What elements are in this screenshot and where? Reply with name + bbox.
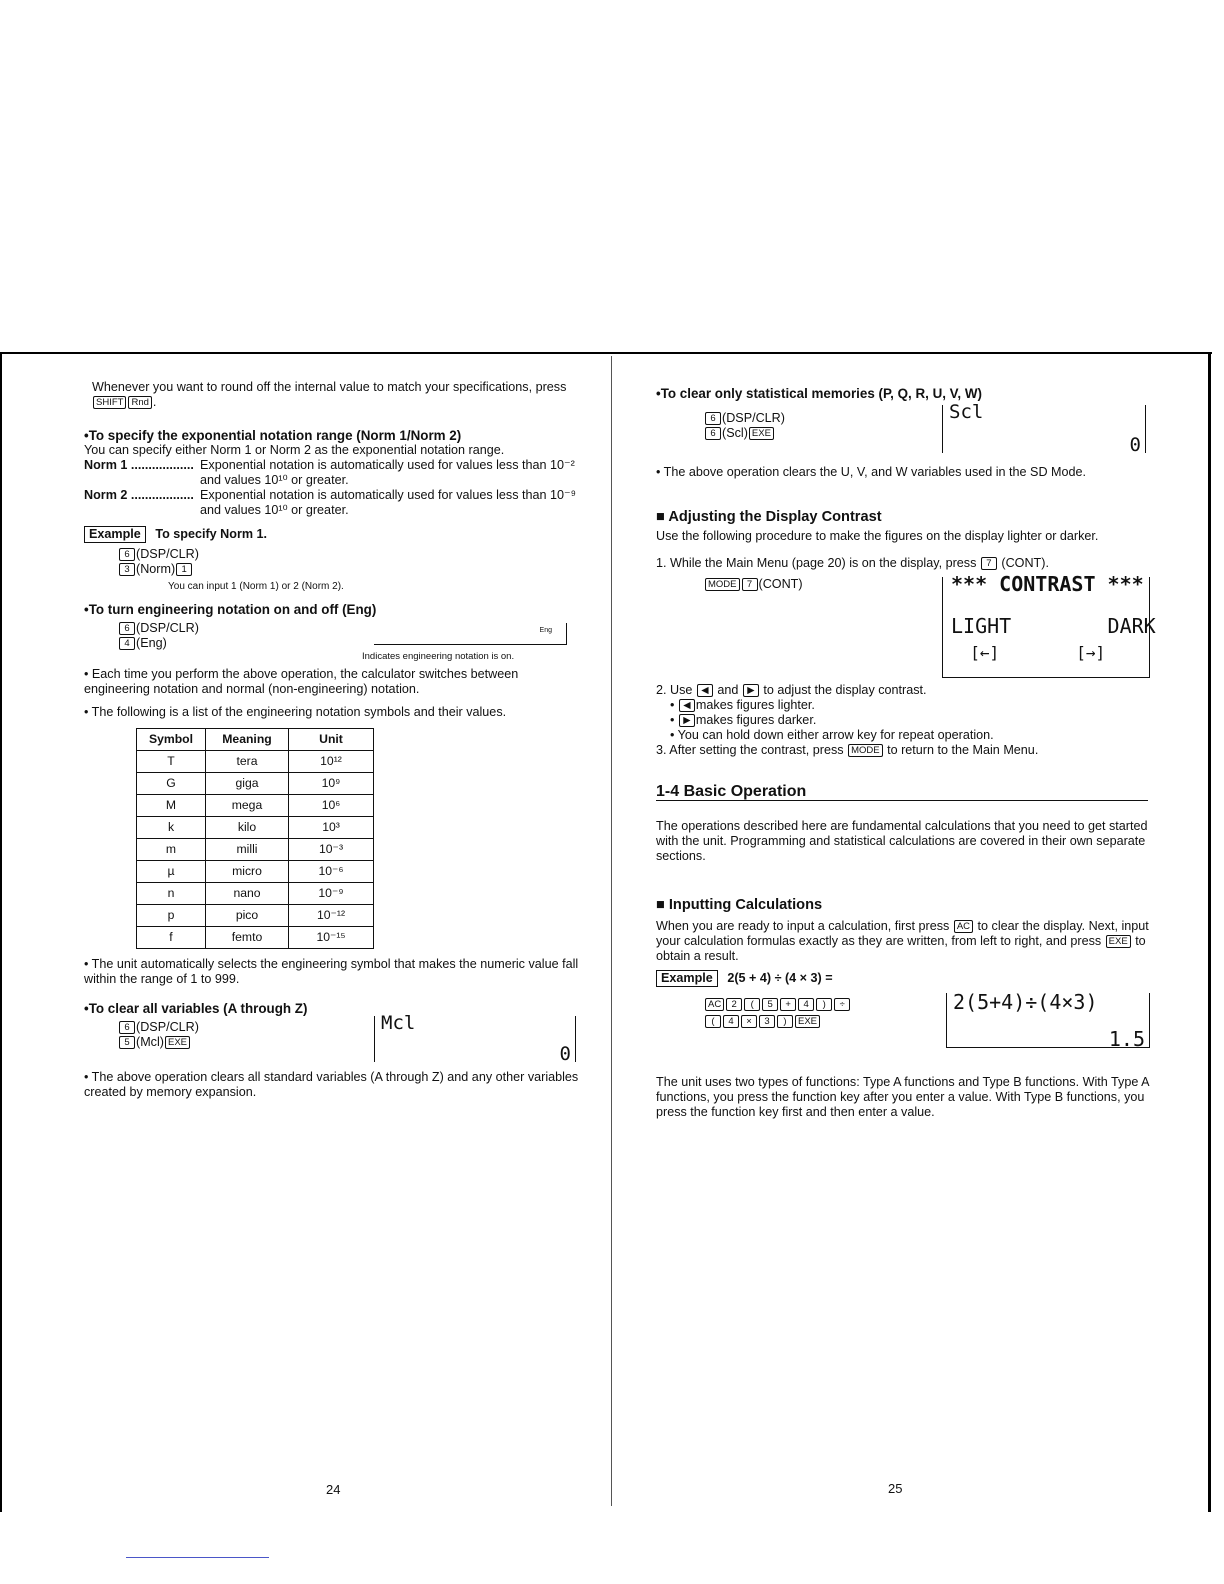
step-text: (DSP/CLR) xyxy=(136,547,199,561)
table-row xyxy=(137,751,374,773)
norm-text: You can specify either Norm 1 or Norm 2 as the exponential notation range. xyxy=(84,443,505,457)
basic-heading-wrap xyxy=(656,784,1148,801)
contrast-intro: Use the following procedure to make the figures on the display lighter or darker. xyxy=(656,529,1099,543)
norm1-desc: Exponential notation is automatically used for values less than 10⁻² and values 10¹⁰ or greater. xyxy=(200,458,575,487)
norm-heading: •To specify the exponential notation range (Norm 1/Norm 2) xyxy=(84,428,462,443)
input-heading: ■ Inputting Calculations xyxy=(656,897,823,913)
symbol-cell: k xyxy=(137,817,206,839)
hold-note: • You can hold down either arrow key for repeat operation. xyxy=(670,728,994,742)
norm-example xyxy=(84,526,584,543)
left-arrow-key: ◀ xyxy=(697,684,713,697)
top-rule xyxy=(0,352,1212,354)
table-row xyxy=(137,795,374,817)
right-page xyxy=(656,380,1156,1120)
calc-key: 2 xyxy=(726,998,742,1011)
symbol-cell: T xyxy=(137,751,206,773)
page-gutter xyxy=(611,356,612,1506)
unit-cell: 10⁻¹² xyxy=(289,905,374,927)
clear-block xyxy=(84,1012,584,1065)
unit-cell: 10⁻¹⁵ xyxy=(289,927,374,949)
calc-key: + xyxy=(780,998,796,1011)
list-item: • ◀ makes figures lighter. xyxy=(670,698,815,712)
norm2-desc: Exponential notation is automatically used for values less than 10⁻⁹ and values 10¹⁰ or greater. xyxy=(200,488,577,517)
example-text: To specify Norm 1. xyxy=(155,527,268,541)
eng-indicator: Eng xyxy=(539,627,552,634)
eng-display xyxy=(374,623,567,645)
meaning-cell: mega xyxy=(206,795,289,817)
col-unit: Unit xyxy=(289,729,374,751)
example-box: Example xyxy=(84,526,146,543)
contrast-line-4: [←] [→] xyxy=(951,643,1106,662)
page-number-left: 24 xyxy=(326,1482,341,1497)
key-3: 3 xyxy=(119,563,135,576)
sub-text: makes figures lighter. xyxy=(695,698,815,712)
calc-key: 4 xyxy=(798,998,814,1011)
example-box: Example xyxy=(656,970,718,987)
key-7: 7 xyxy=(742,578,758,591)
step2-pre: 2. Use xyxy=(656,683,693,697)
meaning-cell: micro xyxy=(206,861,289,883)
key-1: 1 xyxy=(176,563,192,576)
symbol-cell: µ xyxy=(137,861,206,883)
contrast-line-3: LIGHT DARK xyxy=(951,614,1156,638)
calc-key: 3 xyxy=(759,1015,775,1028)
meaning-cell: pico xyxy=(206,905,289,927)
key-5: 5 xyxy=(119,1036,135,1049)
exe-key: EXE xyxy=(749,427,774,440)
list-item: • ▶ makes figures darker. xyxy=(670,713,817,727)
input-text-a: When you are ready to input a calculation, first press xyxy=(656,919,950,933)
example-keys xyxy=(704,997,851,1029)
table-row xyxy=(137,861,374,883)
table-body xyxy=(137,751,374,949)
unit-cell: 10⁻⁶ xyxy=(289,861,374,883)
stat-heading: •To clear only statistical memories (P, Q, R, U, V, W) xyxy=(656,386,982,401)
example-expr: 2(5 + 4) ÷ (4 × 3) = xyxy=(727,971,833,985)
step1-text: 1. While the Main Menu (page 20) is on the display, press xyxy=(656,556,977,570)
norm1-label: Norm 1 .................. xyxy=(84,458,194,472)
scl-display xyxy=(942,401,1146,456)
contrast-step2 xyxy=(656,683,1152,698)
step-text: (Norm) xyxy=(136,562,176,576)
scan-mark xyxy=(126,1557,269,1558)
eng-bullet-1: • Each time you perform the above operation, the calculator switches between engineering notation and normal (non-engineering) notation. xyxy=(84,667,519,696)
display-bottom: 1.5 xyxy=(1108,1027,1145,1051)
contrast-block xyxy=(656,572,1156,677)
table-row xyxy=(137,905,374,927)
input-text xyxy=(656,919,1152,964)
example-block xyxy=(656,990,1152,1051)
key-4: 4 xyxy=(119,637,135,650)
norm1-row xyxy=(84,458,584,488)
display-line xyxy=(374,644,566,645)
calc-key: 4 xyxy=(723,1015,739,1028)
result-display xyxy=(946,990,1150,1051)
left-arrow-key: ◀ xyxy=(679,699,695,712)
exe-key: EXE xyxy=(165,1036,190,1049)
key-6: 6 xyxy=(119,622,135,635)
exe-key: EXE xyxy=(1106,935,1131,948)
calc-key: ) xyxy=(777,1015,793,1028)
key-7: 7 xyxy=(981,557,997,570)
step1-tail: (CONT). xyxy=(1001,556,1049,570)
symbol-cell: m xyxy=(137,839,206,861)
key-6: 6 xyxy=(119,1021,135,1034)
table-row xyxy=(137,773,374,795)
symbol-cell: G xyxy=(137,773,206,795)
table-header-row xyxy=(137,729,374,751)
eng-note: Indicates engineering notation is on. xyxy=(362,651,515,662)
contrast-sub-list xyxy=(670,698,1152,743)
display-top: 2(5+4)÷(4×3) xyxy=(953,990,1098,1014)
basic-text: The operations described here are fundamental calculations that you need to get started with the unit. Programming and statistical calculations are covered in their own separate sections. xyxy=(656,819,1148,863)
meaning-cell: tera xyxy=(206,751,289,773)
meaning-cell: kilo xyxy=(206,817,289,839)
contrast-display xyxy=(942,572,1156,678)
step2-mid: and xyxy=(717,683,739,697)
norm-steps xyxy=(118,547,584,594)
keys-row-1 xyxy=(704,997,851,1012)
intro-text: Whenever you want to round off the internal value to match your specifications, press xyxy=(92,380,567,394)
intro-paragraph: Whenever you want to round off the internal value to match your specifications, press SHIFT Rnd . xyxy=(92,380,567,409)
right-border xyxy=(1208,352,1211,1512)
unit-cell: 10³ xyxy=(289,817,374,839)
norm2-label: Norm 2 .................. xyxy=(84,488,194,502)
step-text: (Mcl) xyxy=(136,1035,164,1049)
rnd-key: Rnd xyxy=(128,396,151,409)
eng-block xyxy=(84,621,584,661)
eng-heading: •To turn engineering notation on and off (Eng) xyxy=(84,602,377,617)
cont-text: (CONT) xyxy=(758,577,803,591)
norm-note: You can input 1 (Norm 1) or 2 (Norm 2). xyxy=(168,581,344,592)
meaning-cell: nano xyxy=(206,883,289,905)
col-meaning: Meaning xyxy=(206,729,289,751)
symbol-cell: M xyxy=(137,795,206,817)
symbol-cell: f xyxy=(137,927,206,949)
meaning-cell: milli xyxy=(206,839,289,861)
shift-key: SHIFT xyxy=(93,396,126,409)
calc-key: AC xyxy=(705,998,724,1011)
right-arrow-key: ▶ xyxy=(679,714,695,727)
contrast-step1 xyxy=(656,556,1152,571)
input-text-c: to obtain a result. xyxy=(656,934,1146,963)
calc-key: EXE xyxy=(795,1015,820,1028)
mode-key: MODE xyxy=(705,578,740,591)
display-top: Mcl xyxy=(381,1012,416,1034)
unit-bullet: • The unit automatically selects the engineering symbol that makes the numeric value fall within the range of 1 to 999. xyxy=(84,957,579,986)
left-page xyxy=(84,380,584,1100)
unit-cell: 10⁶ xyxy=(289,795,374,817)
calc-key: ( xyxy=(744,998,760,1011)
key-6: 6 xyxy=(705,412,721,425)
eng-symbol-table xyxy=(136,728,374,949)
step-text: (DSP/CLR) xyxy=(136,1020,199,1034)
right-arrow-key: ▶ xyxy=(743,684,759,697)
step-text: (DSP/CLR) xyxy=(136,621,199,635)
calc-key: ) xyxy=(816,998,832,1011)
meaning-cell: giga xyxy=(206,773,289,795)
table-row xyxy=(137,839,374,861)
step3-post: to return to the Main Menu. xyxy=(887,743,1039,757)
step-text: (Scl) xyxy=(722,426,748,440)
input-example xyxy=(656,970,1152,987)
step2-post: to adjust the display contrast. xyxy=(763,683,927,697)
table-row xyxy=(137,883,374,905)
calc-key: ÷ xyxy=(834,998,850,1011)
symbol-cell: n xyxy=(137,883,206,905)
step-text: (DSP/CLR) xyxy=(722,411,785,425)
clear-bullet: • The above operation clears all standard variables (A through Z) and any other variables created by memory expansion. xyxy=(84,1070,579,1099)
calc-key: × xyxy=(741,1015,757,1028)
sub-text: makes figures darker. xyxy=(695,713,817,727)
display-bottom: 0 xyxy=(1129,434,1141,456)
page-number-right: 25 xyxy=(888,1481,903,1496)
clear-heading: •To clear all variables (A through Z) xyxy=(84,1001,308,1016)
display-bottom: 0 xyxy=(559,1043,571,1065)
contrast-heading: ■ Adjusting the Display Contrast xyxy=(656,509,882,525)
unit-cell: 10¹² xyxy=(289,751,374,773)
calc-key: 5 xyxy=(762,998,778,1011)
left-border xyxy=(0,352,2,1512)
input-text-b: to clear the display. Next, input your calculation formulas exactly as they are written, from left to right, and press xyxy=(656,919,1149,948)
types-text: The unit uses two types of functions: Type A functions and Type B functions. With Type A functions, you press the function key after you enter a value. With Type B functions, you press the function key first and then enter a value. xyxy=(656,1075,1149,1119)
contrast-step3 xyxy=(656,743,1152,758)
ac-key: AC xyxy=(954,920,973,933)
mcl-display xyxy=(374,1012,576,1065)
table-row xyxy=(137,817,374,839)
step3-pre: 3. After setting the contrast, press xyxy=(656,743,844,757)
contrast-line-1: *** CONTRAST *** xyxy=(951,572,1144,596)
calc-key: ( xyxy=(705,1015,721,1028)
col-symbol: Symbol xyxy=(137,729,206,751)
key-6: 6 xyxy=(119,548,135,561)
stat-bullet: • The above operation clears the U, V, and W variables used in the SD Mode. xyxy=(656,465,1087,479)
symbol-cell: p xyxy=(137,905,206,927)
stat-block xyxy=(656,401,1152,456)
basic-heading: 1-4 Basic Operation xyxy=(656,783,807,800)
mode-key: MODE xyxy=(848,744,883,757)
unit-cell: 10⁻³ xyxy=(289,839,374,861)
keys-row-2 xyxy=(704,1014,851,1029)
step-text: (Eng) xyxy=(136,636,167,650)
display-top: Scl xyxy=(949,401,984,423)
key-6: 6 xyxy=(705,427,721,440)
norm2-row xyxy=(84,488,584,518)
eng-bullet-2: • The following is a list of the engineering notation symbols and their values. xyxy=(84,705,507,719)
unit-cell: 10⁹ xyxy=(289,773,374,795)
table-row xyxy=(137,927,374,949)
meaning-cell: femto xyxy=(206,927,289,949)
unit-cell: 10⁻⁹ xyxy=(289,883,374,905)
